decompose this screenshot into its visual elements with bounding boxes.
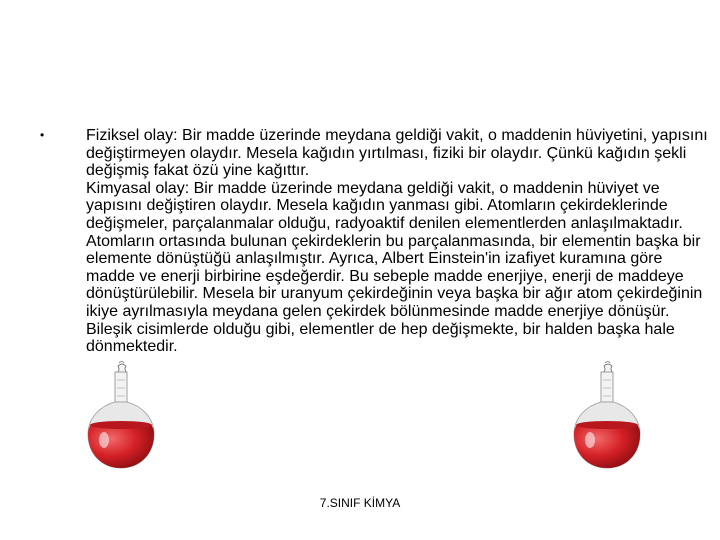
paragraph-physical-event: Fiziksel olay: Bir madde üzerinde meydana geldiği vakit, o maddenin hüviyetini, yapısını değiştirmeyen olaydır. Mesela kağıdın yırtılması, fiziki bir olaydır. Çünkü kağıdın şekli değişmiş fakat özü yine kağıttır. xyxy=(86,127,708,180)
flask-icon xyxy=(82,360,160,470)
body-text xyxy=(68,127,708,356)
paragraph-chemical-event: Kimyasal olay: Bir madde üzerinde meydana geldiği vakit, o maddenin hüviyet ve yapısını değiştiren olaydır. Mesela kağıdın yanması gibi. Atomların çekirdeklerinde değişmeler, parçalanmalar olduğu, radyoaktif denilen elementlerden anlaşılmaktadır. Atomların ortasında bulunan çekirdeklerin bu parçalanmasında, bir elementin başka bir elemente dönüştüğü anlaşılmıştır. Ayrıca, Albert Einstein'in izafiyet kuramına göre madde ve enerji birbirine eşdeğerdir. Bu sebeple madde enerjiye, enerji de maddeye dönüştürülebilir. Mesela bir uranyum çekirdeğinin veya başka bir ağır atom çekirdeğinin ikiye ayrılmasıyla meydana gelen çekirdek bölünmesinde madde enerjiye dönüşür. Bileşik cisimlerde olduğu gibi, elementler de hep değişmekte, bir halden başka hale dönmektedir. xyxy=(86,179,703,356)
bullet-marker: • xyxy=(40,128,45,142)
flask-icon xyxy=(568,360,646,470)
footer-label: 7.SINIF KİMYA xyxy=(319,496,401,510)
